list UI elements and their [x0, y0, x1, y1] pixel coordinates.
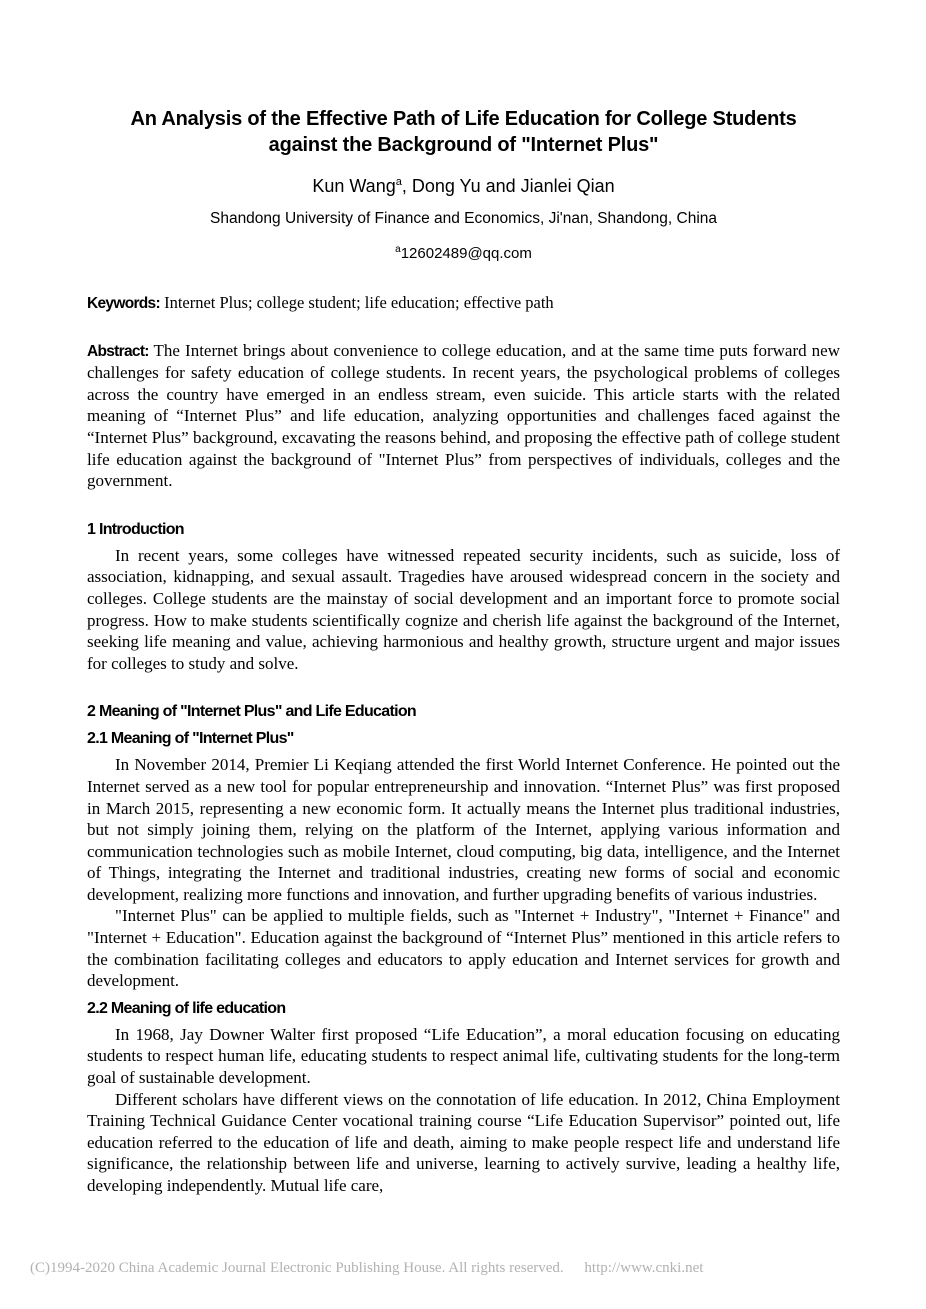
paper-title [87, 0, 840, 158]
page-content [87, 0, 840, 1197]
keywords-line [87, 292, 840, 315]
section-2-2-paragraph-1: In 1968, Jay Downer Walter first proposed “Life Education”, a moral education focusing on educating students to respect human life, educating students to respect animal life, cultivating students for the long-term goal of sustainable development. [87, 1024, 840, 1088]
abstract-paragraph [87, 340, 840, 492]
author-affiliation-superscript: a [395, 176, 402, 188]
paper-title-line2: against the Background of "Internet Plus" [268, 134, 659, 156]
section-1-heading: 1 Introduction [87, 520, 184, 538]
paper-authors [87, 171, 840, 198]
section-2-1-paragraph-1: In November 2014, Premier Li Keqiang attended the first World Internet Conference. He pointed out the Internet served as a new tool for popular entrepreneurship and innovation. “Internet Plus” was first proposed in March 2015, representing a new economic form. It actually means the Internet plus traditional industries, but not simply joining them, relying on the platform of the Internet, applying various information and communication technologies such as mobile Internet, cloud computing, big data, intelligence, and the Internet of Things, integrating the Internet and traditional industries, creating new forms of social and economic development, realizing more functions and innovation, and further upgrading benefits of various industries. [87, 755, 840, 904]
footer-url: http://www.cnki.net [584, 1260, 704, 1276]
keywords-text: Internet Plus; college student; life education; effective path [164, 293, 554, 312]
section-2-2-paragraph-2: Different scholars have different views on the connotation of life education. In 2012, China Employment Training Technical Guidance Center vocational training course “Life Education Supervisor” pointed out, life education referred to the education of life and death, aiming to make people respect life and understand life significance, the relationship between life and universe, learning to actively survive, leading a healthy life, developing independently. Mutual life care, [87, 1089, 840, 1195]
section-2-heading: 2 Meaning of "Internet Plus" and Life Education [87, 703, 416, 721]
email-address: 12602489@qq.com [400, 245, 532, 262]
paper-title-line1: An Analysis of the Effective Path of Life Education for College Students [130, 108, 797, 130]
author-email [87, 240, 840, 263]
paper-affiliation: Shandong University of Finance and Economics, Ji'nan, Shandong, China [209, 210, 718, 227]
footer-copyright: (C)1994-2020 China Academic Journal Electronic Publishing House. All rights reserved. [30, 1260, 564, 1276]
section-1-paragraph: In recent years, some colleges have witnessed repeated security incidents, such as suicide, loss of association, kidnapping, and sexual assault. Tragedies have aroused widespread concern in the society and colleges. College students are the mainstay of social development and an important force to promote social progress. How to make students scientifically cognize and cherish life against the background of the Internet, seeking life meaning and value, achieving harmonious and healthy growth, structure urgent and major issues for colleges to study and solve. [87, 545, 840, 673]
keywords-label: Keywords: [87, 295, 160, 312]
page-footer [30, 1259, 703, 1278]
author-name: Kun Wang [312, 176, 396, 196]
section-2-2-heading: 2.2 Meaning of life education [87, 999, 286, 1017]
authors-rest: , Dong Yu and Jianlei Qian [401, 176, 615, 196]
abstract-label: Abstract: [87, 342, 149, 360]
abstract-text: The Internet brings about convenience to college education, and at the same time puts forward new challenges for safety education of college students. In recent years, the psychological problems of colleges across the country have emerged in an endless stream, even suicide. This article starts with the related meaning of “Internet Plus” and life education, analyzing opportunities and challenges faced against the “Internet Plus” background, excavating the reasons behind, and proposing the effective path of college student life education against the background of "Internet Plus” from perspectives of individuals, colleges and the government. [87, 340, 840, 491]
email-superscript: a [395, 244, 401, 255]
section-2-1-paragraph-2: "Internet Plus" can be applied to multiple fields, such as "Internet + Industry", "Internet + Finance" and "Internet + Education". Education against the background of “Internet Plus” mentioned in this article refers to the combination facilitating colleges and educators to apply education and Internet services for growth and development. [87, 906, 840, 991]
section-2-1-heading: 2.1 Meaning of "Internet Plus" [87, 730, 294, 748]
